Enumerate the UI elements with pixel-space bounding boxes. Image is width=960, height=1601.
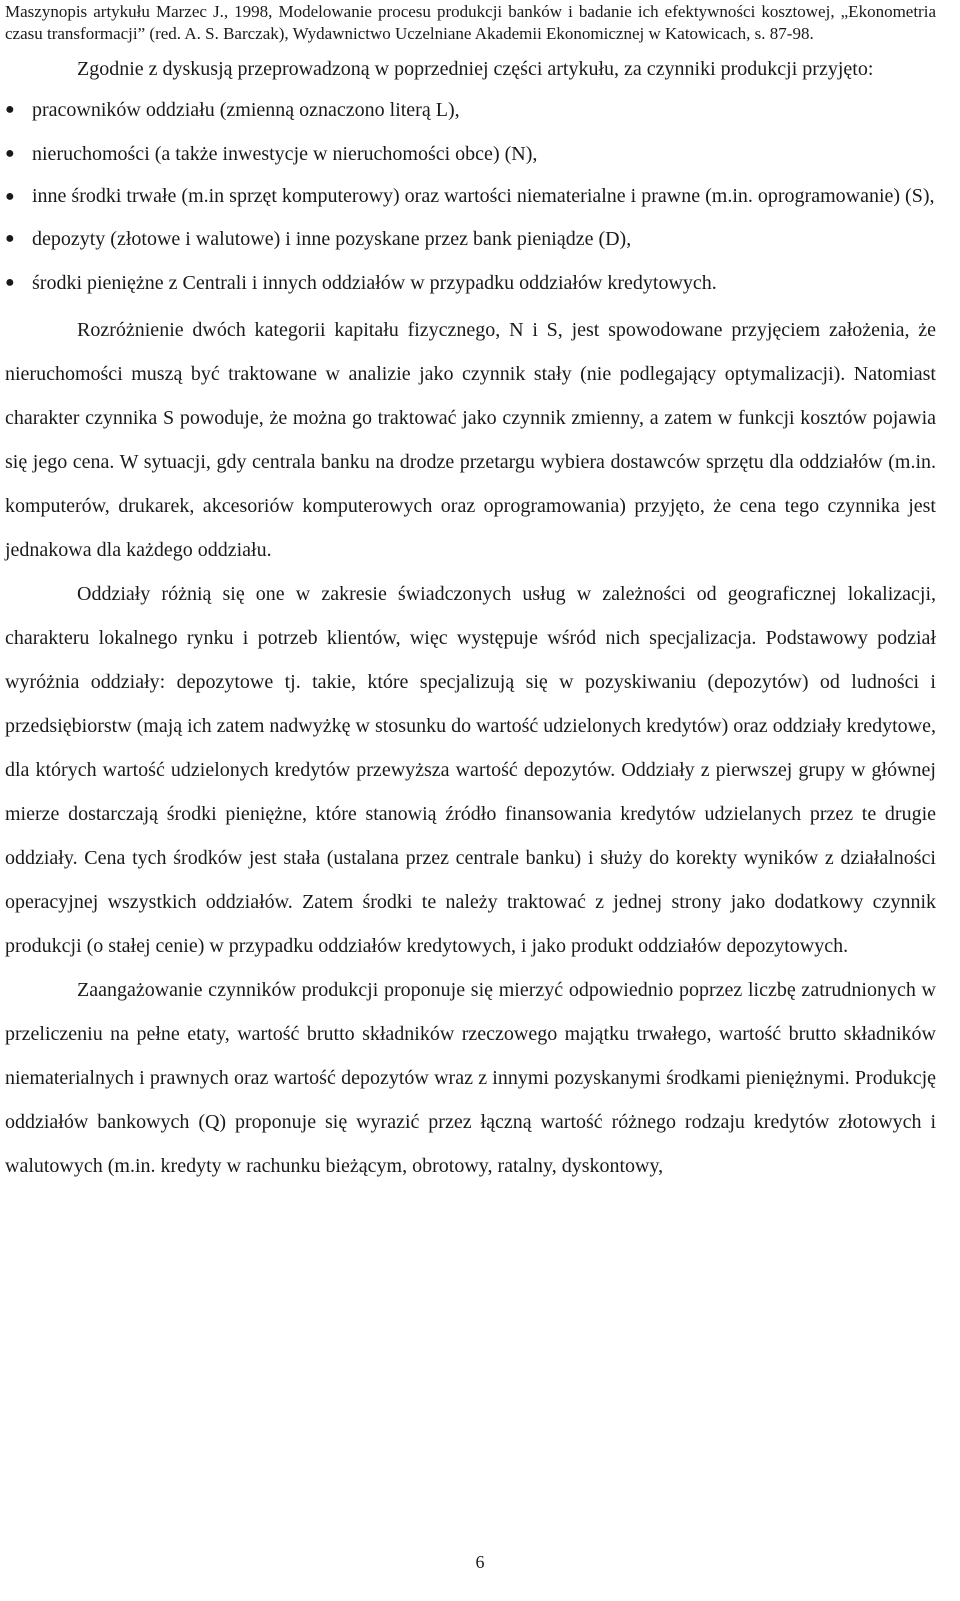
- list-item-text: środki pieniężne z Centrali i innych oddziałów w przypadku oddziałów kredytowych.: [32, 272, 717, 294]
- intro-paragraph: Zgodnie z dyskusją przeprowadzoną w poprzedniej części artykułu, za czynniki produkcji przyjęto:: [77, 58, 874, 80]
- list-item: [5, 91, 936, 129]
- list-item: [5, 220, 936, 258]
- bullet-icon: ●: [5, 145, 15, 162]
- bullet-icon: ●: [5, 188, 15, 205]
- body-paragraph: Rozróżnienie dwóch kategorii kapitału fizycznego, N i S, jest spowodowane przyjęciem założenia, że nieruchomości muszą być traktowane w analizie jako czynnik stały (nie podlegający optymalizacji). Natomiast charakter czynnika S powoduje, że można go traktować jako czynnik zmienny, a zatem w funkcji kosztów pojawia się jego cena. W sytuacji, gdy centrala banku na drodze przetargu wybiera dostawców sprzętu dla oddziałów (m.in. komputerów, drukarek, akcesoriów komputerowych oraz oprogramowania) przyjęto, że cena tego czynnika jest jednakowa dla każdego oddziału.: [5, 319, 936, 561]
- page-number: 6: [475, 1552, 485, 1572]
- list-item: [5, 264, 936, 302]
- list-item-text: inne środki trwałe (m.in sprzęt komputerowy) oraz wartości niematerialne i prawne (m.in. oprogramowanie) (S),: [32, 185, 935, 207]
- list-item: [5, 179, 936, 214]
- body-paragraph: Zaangażowanie czynników produkcji proponuje się mierzyć odpowiednio poprzez liczbę zatrudnionych w przeliczeniu na pełne etaty, wartość brutto składników rzeczowego majątku trwałego, wartość brutto składników niematerialnych i prawnych oraz wartość depozytów wraz z innymi pozyskanymi środkami pieniężnymi. Produkcję oddziałów bankowych (Q) proponuje się wyrazić przez łączną wartość różnego rodzaju kredytów złotowych i walutowych (m.in. kredyty w rachunku bieżącym, obrotowy, ratalny, dyskontowy,: [5, 979, 936, 1177]
- bullet-icon: ●: [5, 230, 15, 247]
- list-item-text: nieruchomości (a także inwestycje w nieruchomości obce) (N),: [32, 143, 538, 165]
- list-item-text: depozyty (złotowe i walutowe) i inne pozyskane przez bank pieniądze (D),: [32, 228, 632, 250]
- production-factors-list: [5, 91, 936, 302]
- citation-header: Maszynopis artykułu Marzec J., 1998, Modelowanie procesu produkcji banków i badanie ich efektywności kosztowej, „Ekonometria czasu transformacji” (red. A. S. Barczak), Wydawnictwo Uczelniane Akademii Ekonomicznej w Katowicach, s. 87-98.: [5, 2, 936, 43]
- bullet-icon: ●: [5, 101, 15, 118]
- list-item-text: pracowników oddziału (zmienną oznaczono literą L),: [32, 99, 460, 121]
- body-paragraph: Oddziały różnią się one w zakresie świadczonych usług w zależności od geograficznej lokalizacji, charakteru lokalnego rynku i potrzeb klientów, więc występuje wśród nich specjalizacja. Podstawowy podział wyróżnia oddziały: depozytowe tj. takie, które specjalizują się w pozyskiwaniu (depozytów) od ludności i przedsiębiorstw (mają ich zatem nadwyżkę w stosunku do wartość udzielonych kredytów) oraz oddziały kredytowe, dla których wartość udzielonych kredytów przewyższa wartość depozytów. Oddziały z pierwszej grupy w głównej mierze dostarczają środki pieniężne, które stanowią źródło finansowania kredytów udzielanych przez te drugie oddziały. Cena tych środków jest stała (ustalana przez centrale banku) i służy do korekty wyników z działalności operacyjnej wszystkich oddziałów. Zatem środki te należy traktować z jednej strony jako dodatkowy czynnik produkcji (o stałej cenie) w przypadku oddziałów kredytowych, i jako produkt oddziałów depozytowych.: [5, 583, 936, 957]
- list-item: [5, 135, 936, 173]
- bullet-icon: ●: [5, 274, 15, 291]
- document-page: [5, 0, 936, 1188]
